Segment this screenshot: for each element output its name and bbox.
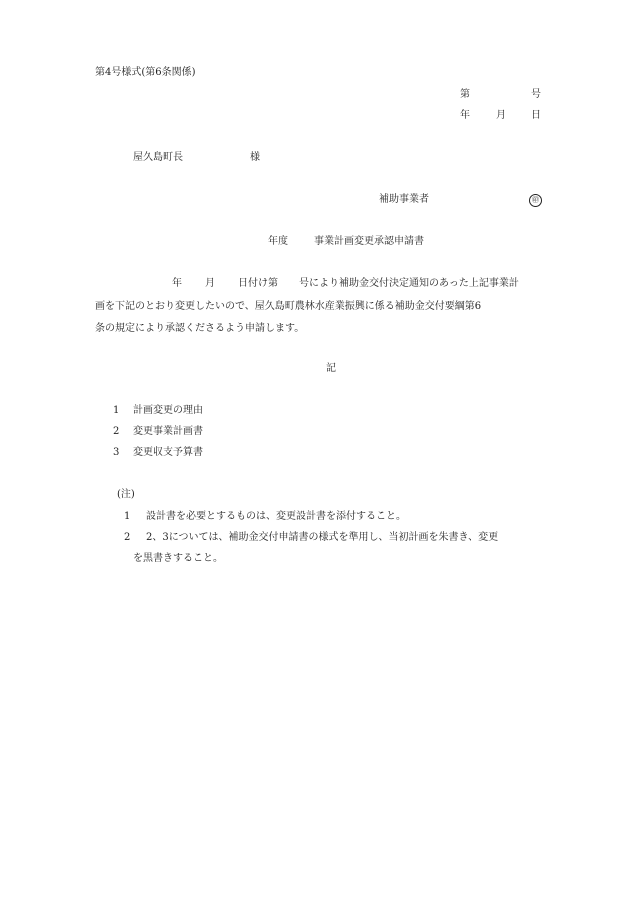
addressee-sama: 様 bbox=[250, 152, 260, 163]
title-main: 事業計画変更承認申請書 bbox=[314, 236, 424, 247]
addressee-name: 屋久島町長 bbox=[133, 152, 183, 163]
body-line-1-dated: 日付け第 bbox=[238, 278, 278, 289]
date-day: 日 bbox=[531, 110, 541, 121]
form-label: 第4号様式(第6条関係) bbox=[95, 67, 196, 78]
applicant-seal bbox=[529, 194, 542, 207]
note-number: 1 bbox=[124, 511, 131, 522]
applicant-label: 補助事業者 bbox=[379, 194, 429, 205]
item-text: 計画変更の理由 bbox=[133, 405, 203, 416]
note-text: 2、3については、補助金交付申請書の様式を準用し、当初計画を朱書き、変更 bbox=[146, 532, 499, 543]
note-text: 設計書を必要とするものは、変更設計書を添付すること。 bbox=[146, 511, 406, 522]
seal-mark: ㊞ bbox=[529, 194, 542, 207]
item-number: 3 bbox=[113, 447, 120, 458]
item-number: 1 bbox=[113, 405, 120, 416]
body-line-3: 条の規定により承認くださるよう申請します。 bbox=[95, 323, 305, 334]
date-year: 年 bbox=[460, 110, 470, 121]
doc-number-dai: 第 bbox=[460, 89, 470, 100]
item-number: 2 bbox=[113, 426, 120, 437]
title-nendo: 年度 bbox=[268, 236, 288, 247]
body-line-1-month: 月 bbox=[205, 278, 215, 289]
body-line-2: 画を下記のとおり変更したいので、屋久島町農林水産業振興に係る補助金交付要綱第6 bbox=[95, 301, 482, 312]
note-number: 2 bbox=[124, 532, 131, 543]
ki-heading: 記 bbox=[326, 363, 336, 374]
doc-number-go: 号 bbox=[531, 89, 541, 100]
body-line-1-year: 年 bbox=[172, 278, 182, 289]
body-line-1-rest: 号により補助金交付決定通知のあった上記事業計 bbox=[299, 278, 519, 289]
date-month: 月 bbox=[496, 110, 506, 121]
note-text-continued: を黒書きすること。 bbox=[133, 553, 223, 564]
notes-heading: (注) bbox=[117, 489, 135, 500]
item-text: 変更事業計画書 bbox=[133, 426, 203, 437]
item-text: 変更収支予算書 bbox=[133, 447, 203, 458]
